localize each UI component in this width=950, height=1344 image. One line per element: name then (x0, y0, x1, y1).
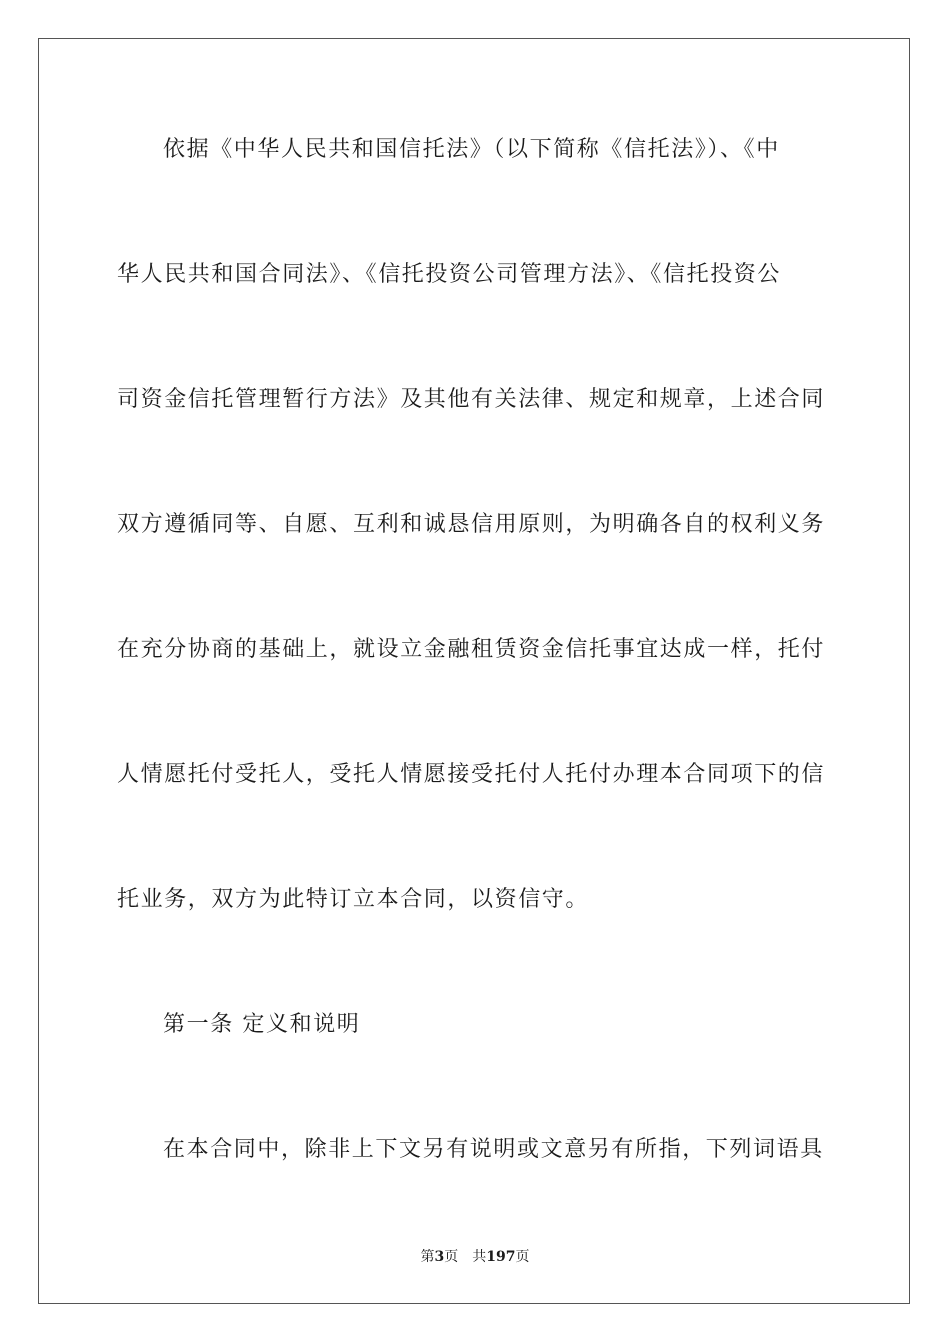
total-pages: 197 (486, 1249, 516, 1265)
paragraph-line: 在本合同中，除非上下文另有说明或文意另有所指，下列词语具 (163, 1137, 824, 1162)
total-prefix: 共 (472, 1249, 487, 1265)
section-heading: 第一条 定义和说明 (163, 1012, 361, 1037)
page-prefix: 第 (420, 1249, 435, 1265)
paragraph-line: 依据《中华人民共和国信托法》（以下简称《信托法》）、《中 (163, 137, 780, 162)
paragraph-line: 双方遵循同等、自愿、互利和诚恳信用原则，为明确各自的权利义务 (117, 512, 826, 537)
total-suffix: 页 (515, 1249, 530, 1265)
page-suffix: 页 (444, 1249, 459, 1265)
paragraph-line: 人情愿托付受托人，受托人情愿接受托付人托付办理本合同项下的信 (117, 762, 826, 787)
paragraph-line: 司资金信托管理暂行方法》及其他有关法律、规定和规章，上述合同 (117, 387, 826, 412)
paragraph-line: 在充分协商的基础上，就设立金融租赁资金信托事宜达成一样，托付 (117, 637, 826, 662)
page-number: 3 (434, 1249, 445, 1265)
page-footer (0, 1248, 950, 1266)
page-border (38, 38, 910, 1304)
paragraph-line: 托业务，双方为此特订立本合同，以资信守。 (117, 887, 590, 912)
paragraph-line: 华人民共和国合同法》、《信托投资公司管理方法》、《信托投资公 (117, 262, 782, 287)
